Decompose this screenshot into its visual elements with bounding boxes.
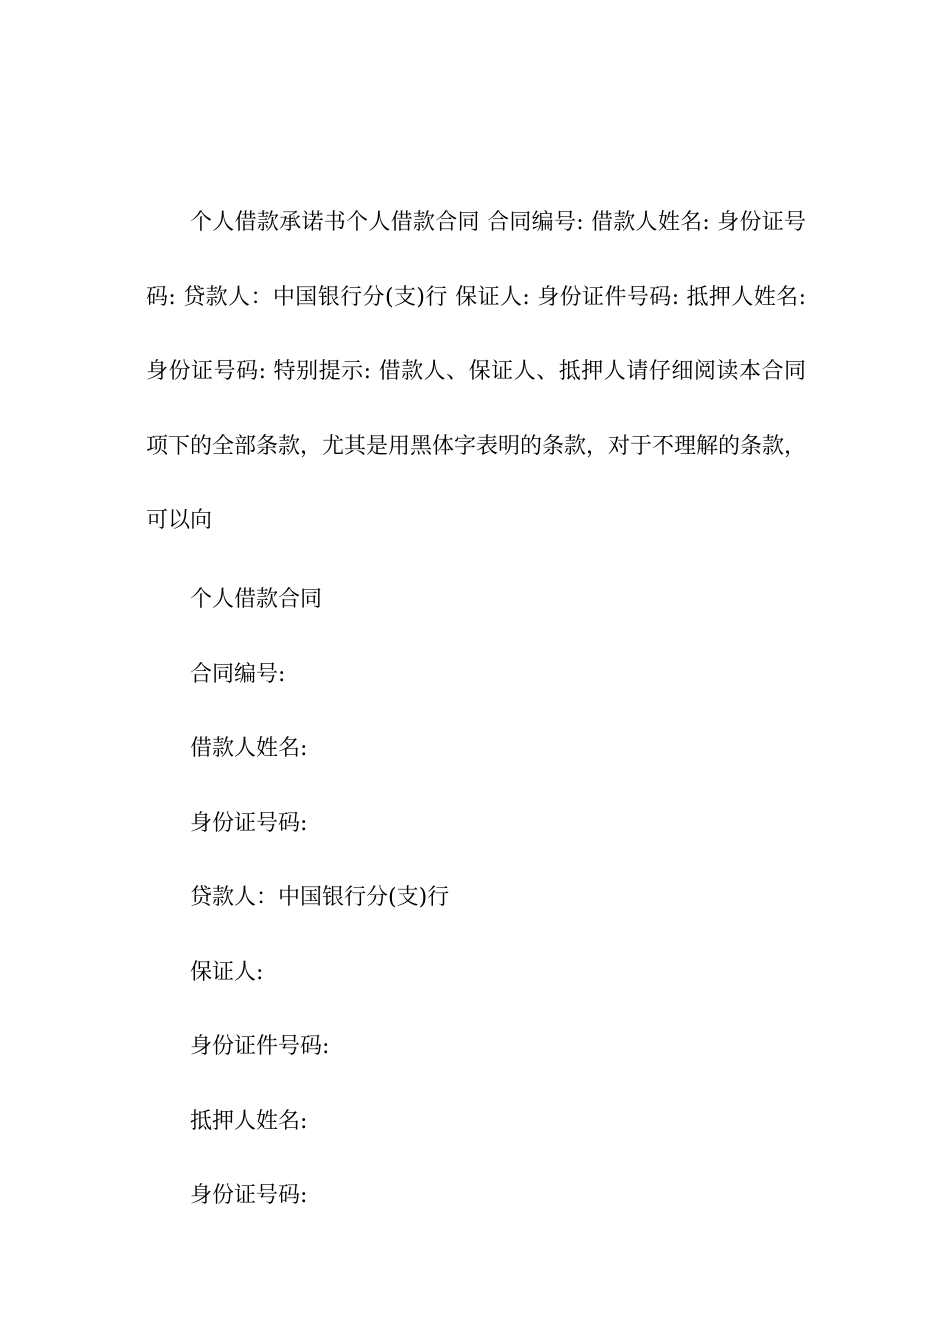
contract-title: 个人借款合同 xyxy=(190,587,323,612)
guarantor-label: 保证人: xyxy=(190,959,264,985)
mortgagor-id-label: 身份证号码: xyxy=(190,1183,308,1208)
contract-number-label: 合同编号: xyxy=(190,661,286,687)
borrower-name-label: 借款人姓名: xyxy=(190,736,308,761)
guarantor-id-label: 身份证件号码: xyxy=(190,1034,330,1059)
contract-field-list xyxy=(190,580,790,1251)
id-number-label: 身份证号码: xyxy=(190,810,308,836)
mortgagor-name-label: 抵押人姓名: xyxy=(190,1108,308,1134)
lender-label: 贷款人：中国银行分(支)行 xyxy=(190,885,450,910)
intro-paragraph: 个人借款承诺书个人借款合同 合同编号: 借款人姓名: 身份证号码: 贷款人：中国银行分(支)行 保证人: 身份证件号码: 抵押人姓名: 身份证号码: 特别提示: 借款人、保证人、抵押人请仔细阅读本合同项下的全部条款，尤其是用黑体字表明的条款，对于不理解的条款，可以向 xyxy=(146,210,807,533)
